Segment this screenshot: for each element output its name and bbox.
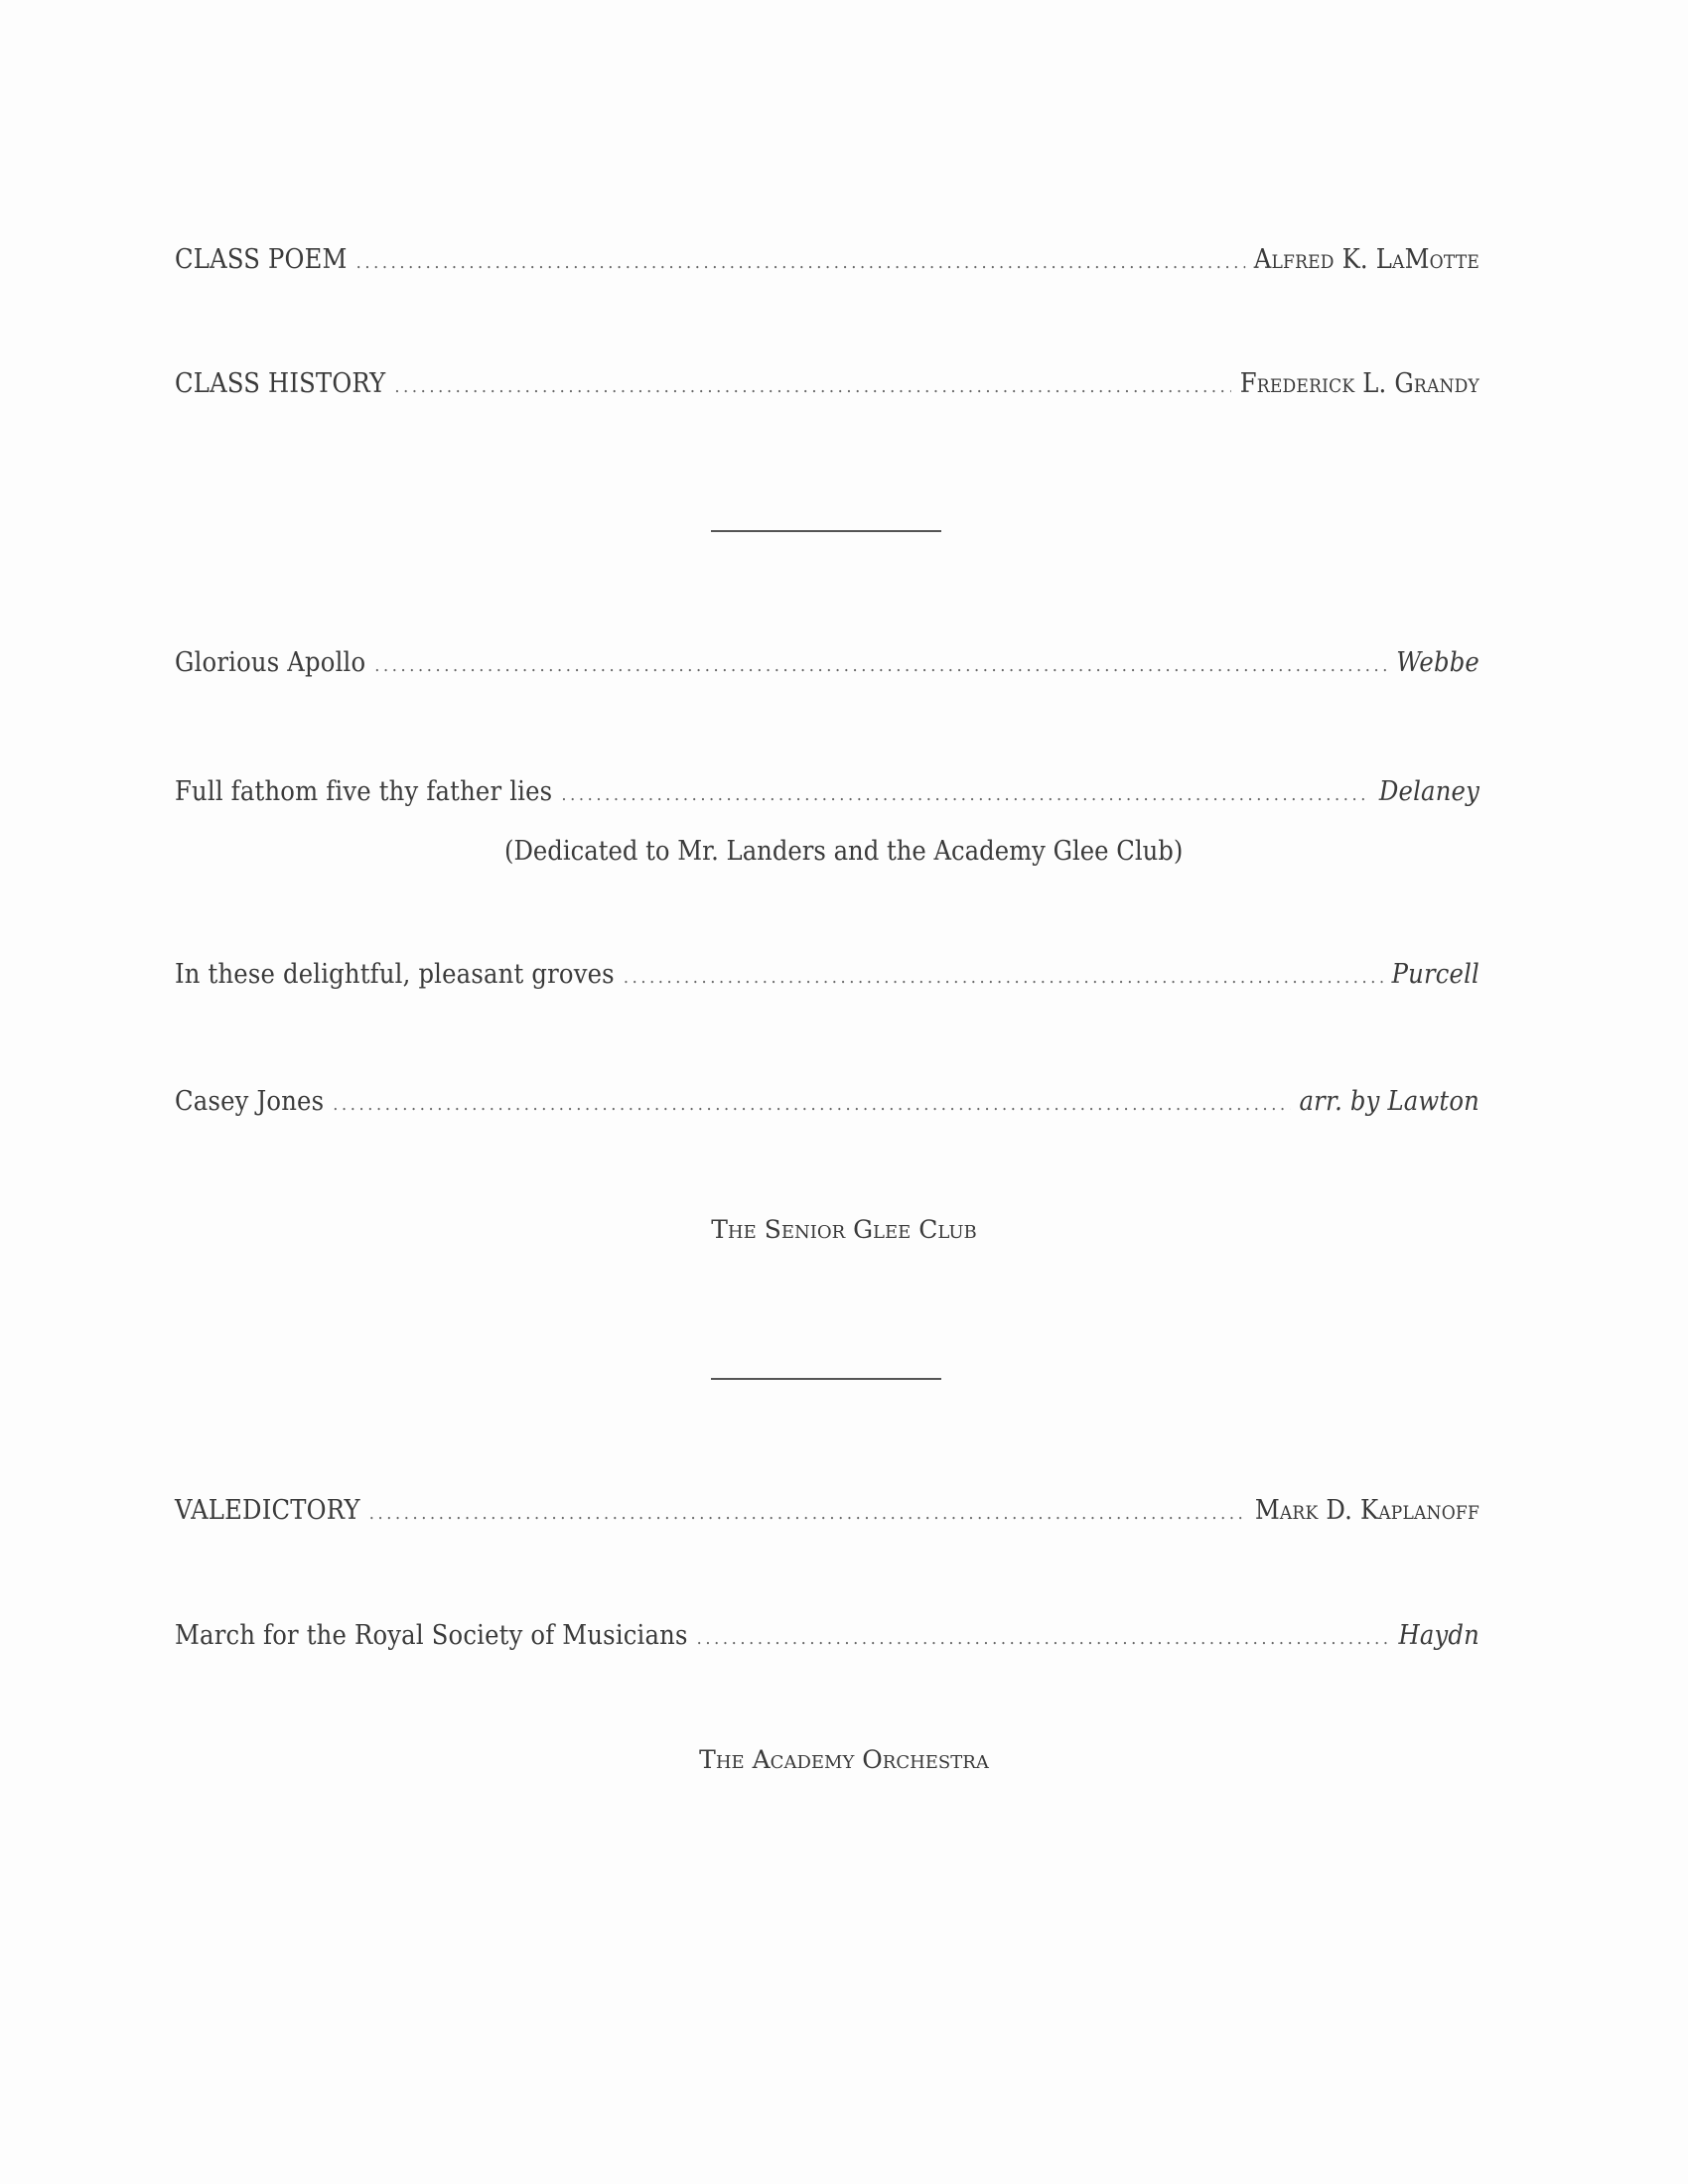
dot-leader: [624, 967, 1383, 988]
entry-title: Glorious Apollo: [175, 647, 366, 678]
program-entry-class-history: [175, 368, 1479, 399]
dot-leader: [394, 376, 1230, 397]
entry-title: March for the Royal Society of Musicians: [175, 1620, 688, 1651]
entry-composer: Webbe: [1396, 647, 1479, 678]
dot-leader: [369, 1503, 1246, 1524]
entry-composer: arr. by Lawton: [1299, 1086, 1479, 1117]
dot-leader: [356, 252, 1245, 273]
program-entry-glorious-apollo: [175, 647, 1479, 678]
entry-composer: Delaney: [1378, 776, 1479, 807]
program-entry-class-poem: [175, 244, 1479, 275]
entry-performer: Frederick L. Grandy: [1239, 368, 1479, 399]
entry-title: CLASS POEM: [175, 244, 348, 275]
section-divider: [711, 1378, 941, 1380]
dot-leader: [374, 655, 1387, 676]
glee-club-credit: The Senior Glee Club: [711, 1215, 977, 1244]
entry-title: CLASS HISTORY: [175, 368, 386, 399]
entry-title: Full fathom five thy father lies: [175, 776, 553, 807]
entry-composer: Haydn: [1398, 1620, 1479, 1651]
dot-leader: [561, 784, 1370, 805]
dot-leader: [697, 1628, 1390, 1649]
entry-composer: Purcell: [1391, 959, 1479, 990]
orchestra-credit: The Academy Orchestra: [699, 1745, 989, 1774]
program-entry-full-fathom: [175, 776, 1479, 807]
program-entry-royal-march: [175, 1620, 1479, 1651]
program-entry-casey-jones: [175, 1086, 1479, 1117]
entry-performer: Mark D. Kaplanoff: [1254, 1495, 1479, 1526]
entry-title: Casey Jones: [175, 1086, 325, 1117]
entry-performer: Alfred K. LaMotte: [1253, 244, 1479, 275]
program-entry-valedictory: [175, 1495, 1479, 1526]
section-divider: [711, 530, 941, 532]
dedication-note: (Dedicated to Mr. Landers and the Academy Glee Club): [504, 836, 1184, 867]
program-entry-delightful-groves: [175, 959, 1479, 990]
entry-title: In these delightful, pleasant groves: [175, 959, 615, 990]
entry-title: VALEDICTORY: [175, 1495, 360, 1526]
dot-leader: [333, 1094, 1290, 1115]
